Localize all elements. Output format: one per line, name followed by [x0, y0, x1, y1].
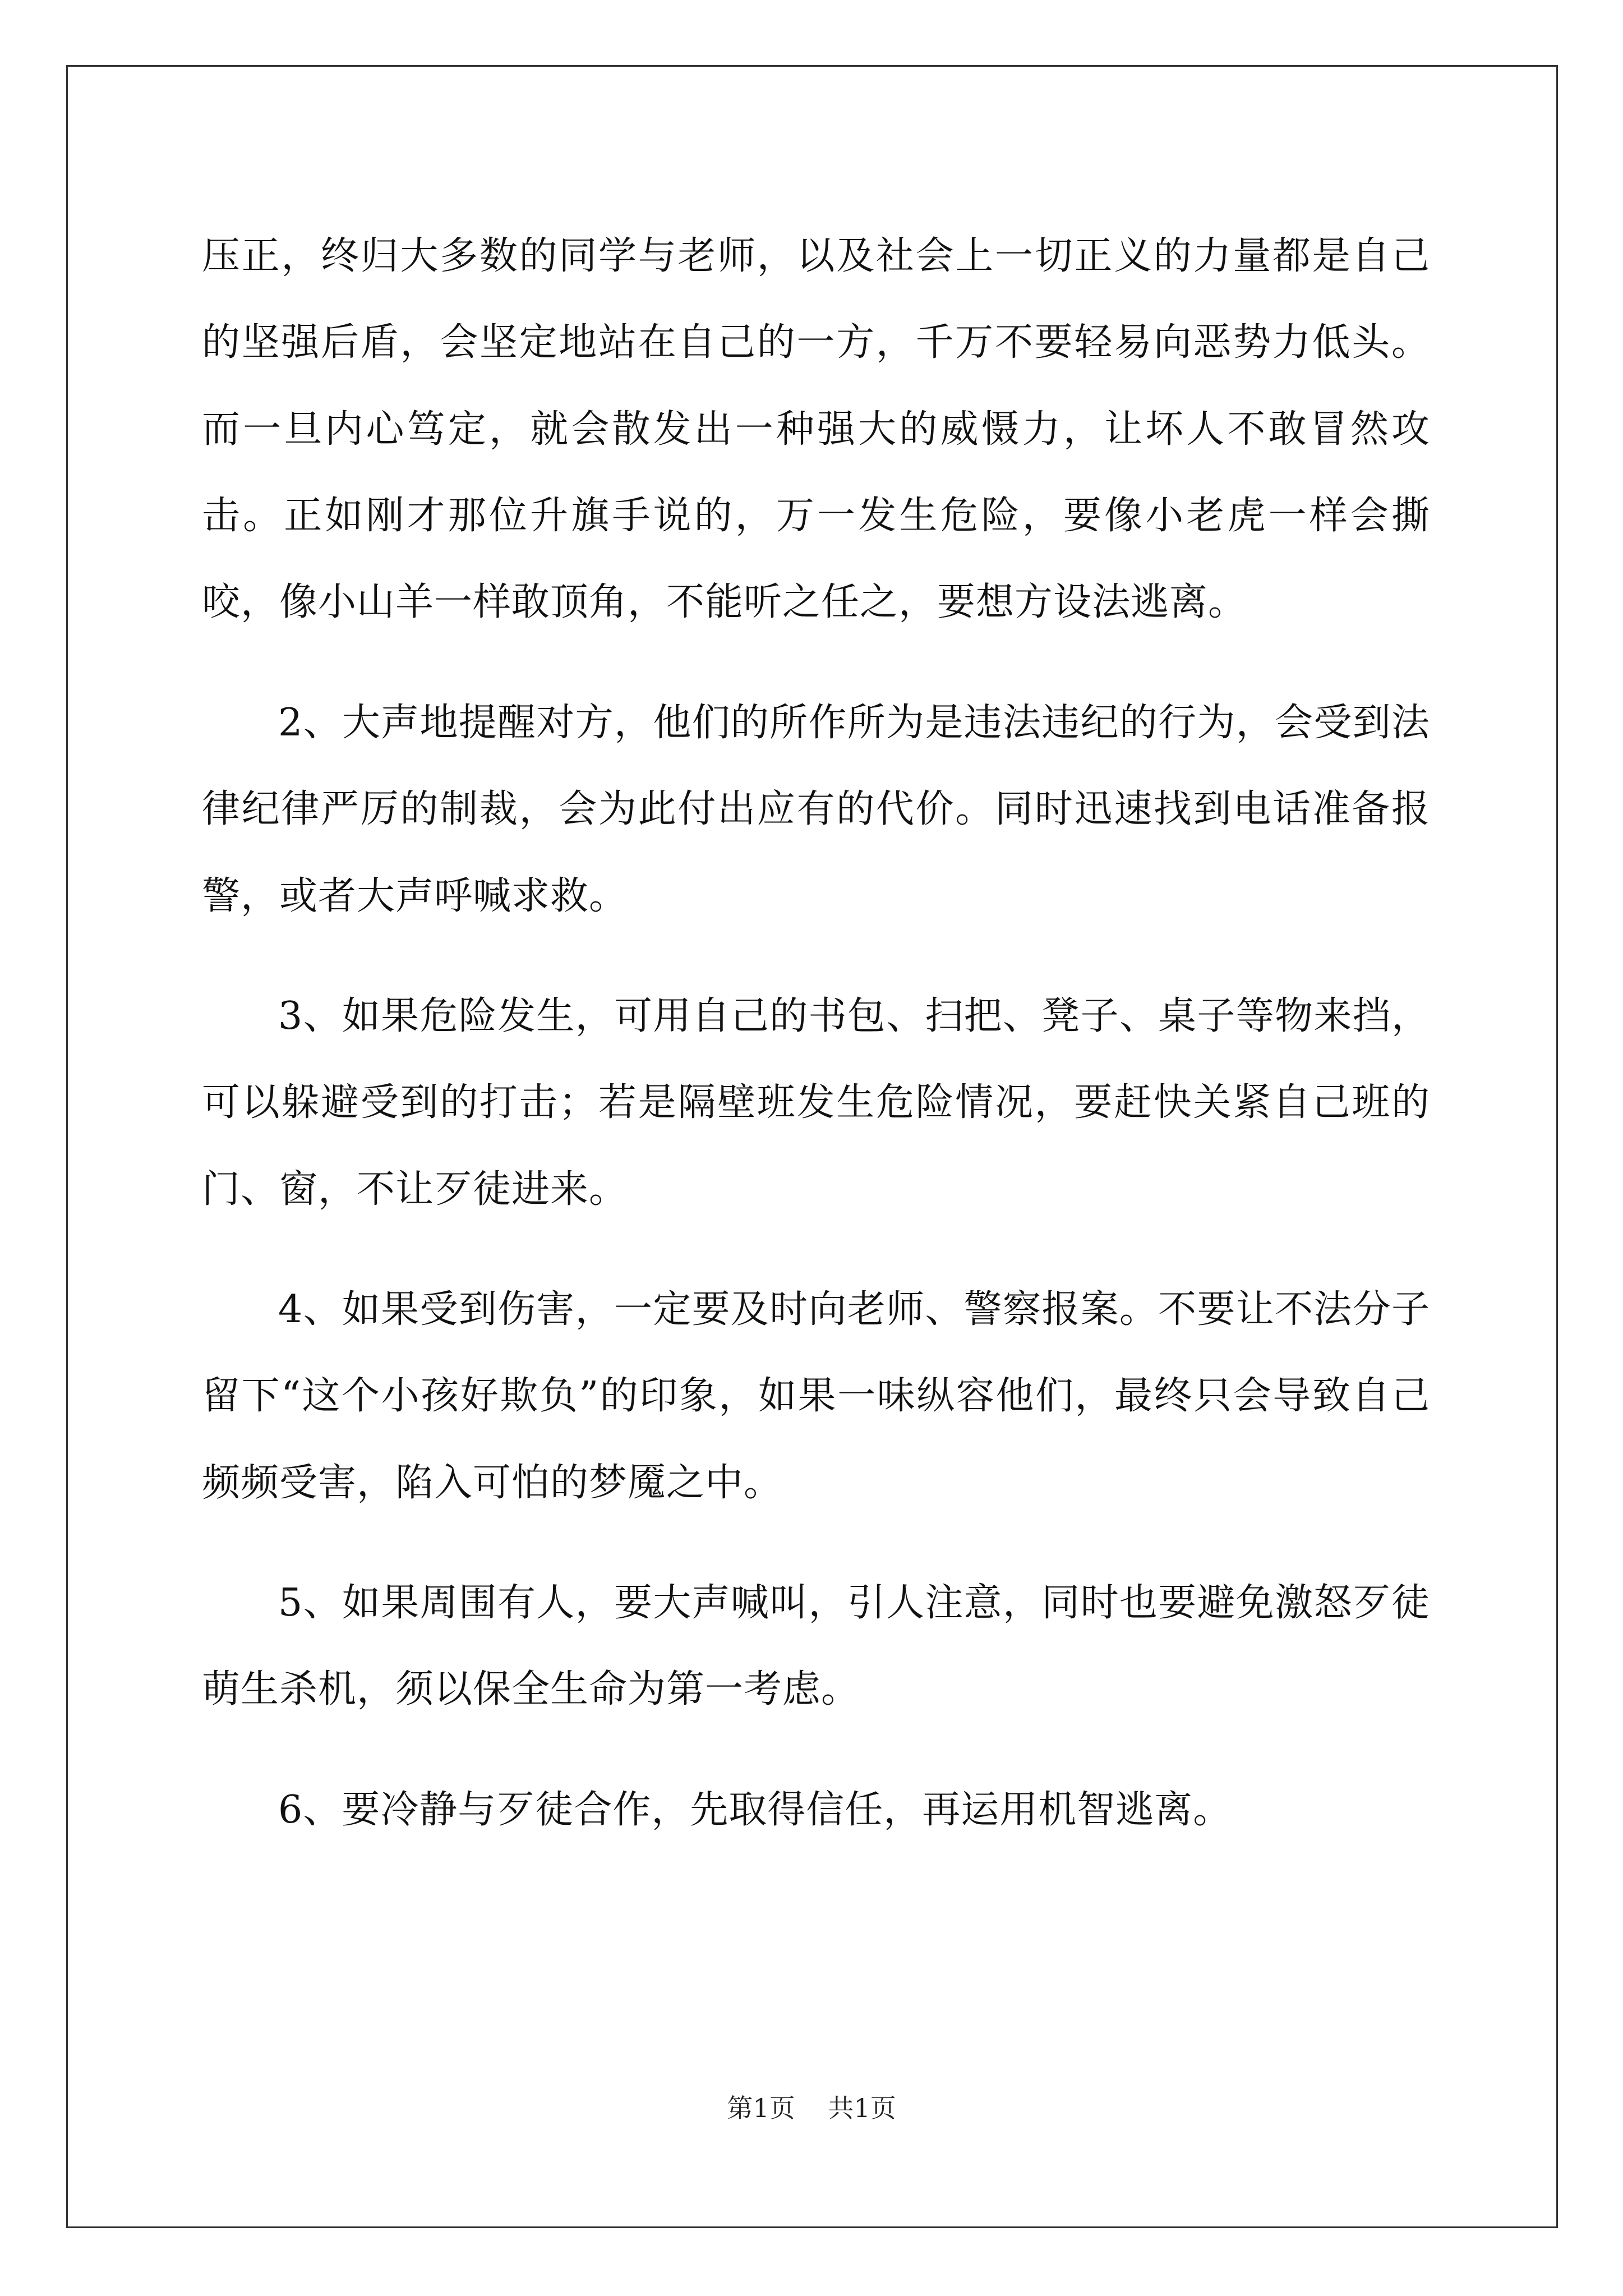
page-number: 第1页 [727, 2093, 795, 2123]
page-total: 共1页 [828, 2093, 896, 2123]
page-footer [0, 2088, 1623, 2125]
paragraph-3: 3、如果危险发生，可用自己的书包、扫把、凳子、桌子等物来挡，可以躲避受到的打击；若是隔壁班发生危险情况，要赶快关紧自己班的门、窗，不让歹徒进来。 [202, 993, 1430, 1212]
paragraph-5: 5、如果周围有人，要大声喊叫，引人注意，同时也要避免激怒歹徒萌生杀机，须以保全生命为第一考虑。 [202, 1581, 1430, 1712]
paragraph-6: 6、要冷静与歹徒合作，先取得信任，再运用机智逃离。 [278, 1787, 1232, 1832]
document-body [202, 213, 1430, 1887]
paragraph-2: 2、大声地提醒对方，他们的所作所为是违法违纪的行为，会受到法律纪律严厉的制裁，会为此付出应有的代价。同时迅速找到电话准备报警，或者大声呼喊求救。 [202, 700, 1430, 918]
paragraph-4: 4、如果受到伤害，一定要及时向老师、警察报案。不要让不法分子留下“这个小孩好欺负”的印象，如果一味纵容他们，最终只会导致自己频频受害，陷入可怕的梦魇之中。 [202, 1287, 1430, 1505]
paragraph-1: 压正，终归大多数的同学与老师，以及社会上一切正义的力量都是自己的坚强后盾，会坚定地站在自己的一方，千万不要轻易向恶势力低头。而一旦内心笃定，就会散发出一种强大的威慑力，让坏人不敢冒然攻击。正如刚才那位升旗手说的，万一发生危险，要像小老虎一样会撕咬，像小山羊一样敢顶角，不能听之任之，要想方设法逃离。 [202, 234, 1430, 625]
